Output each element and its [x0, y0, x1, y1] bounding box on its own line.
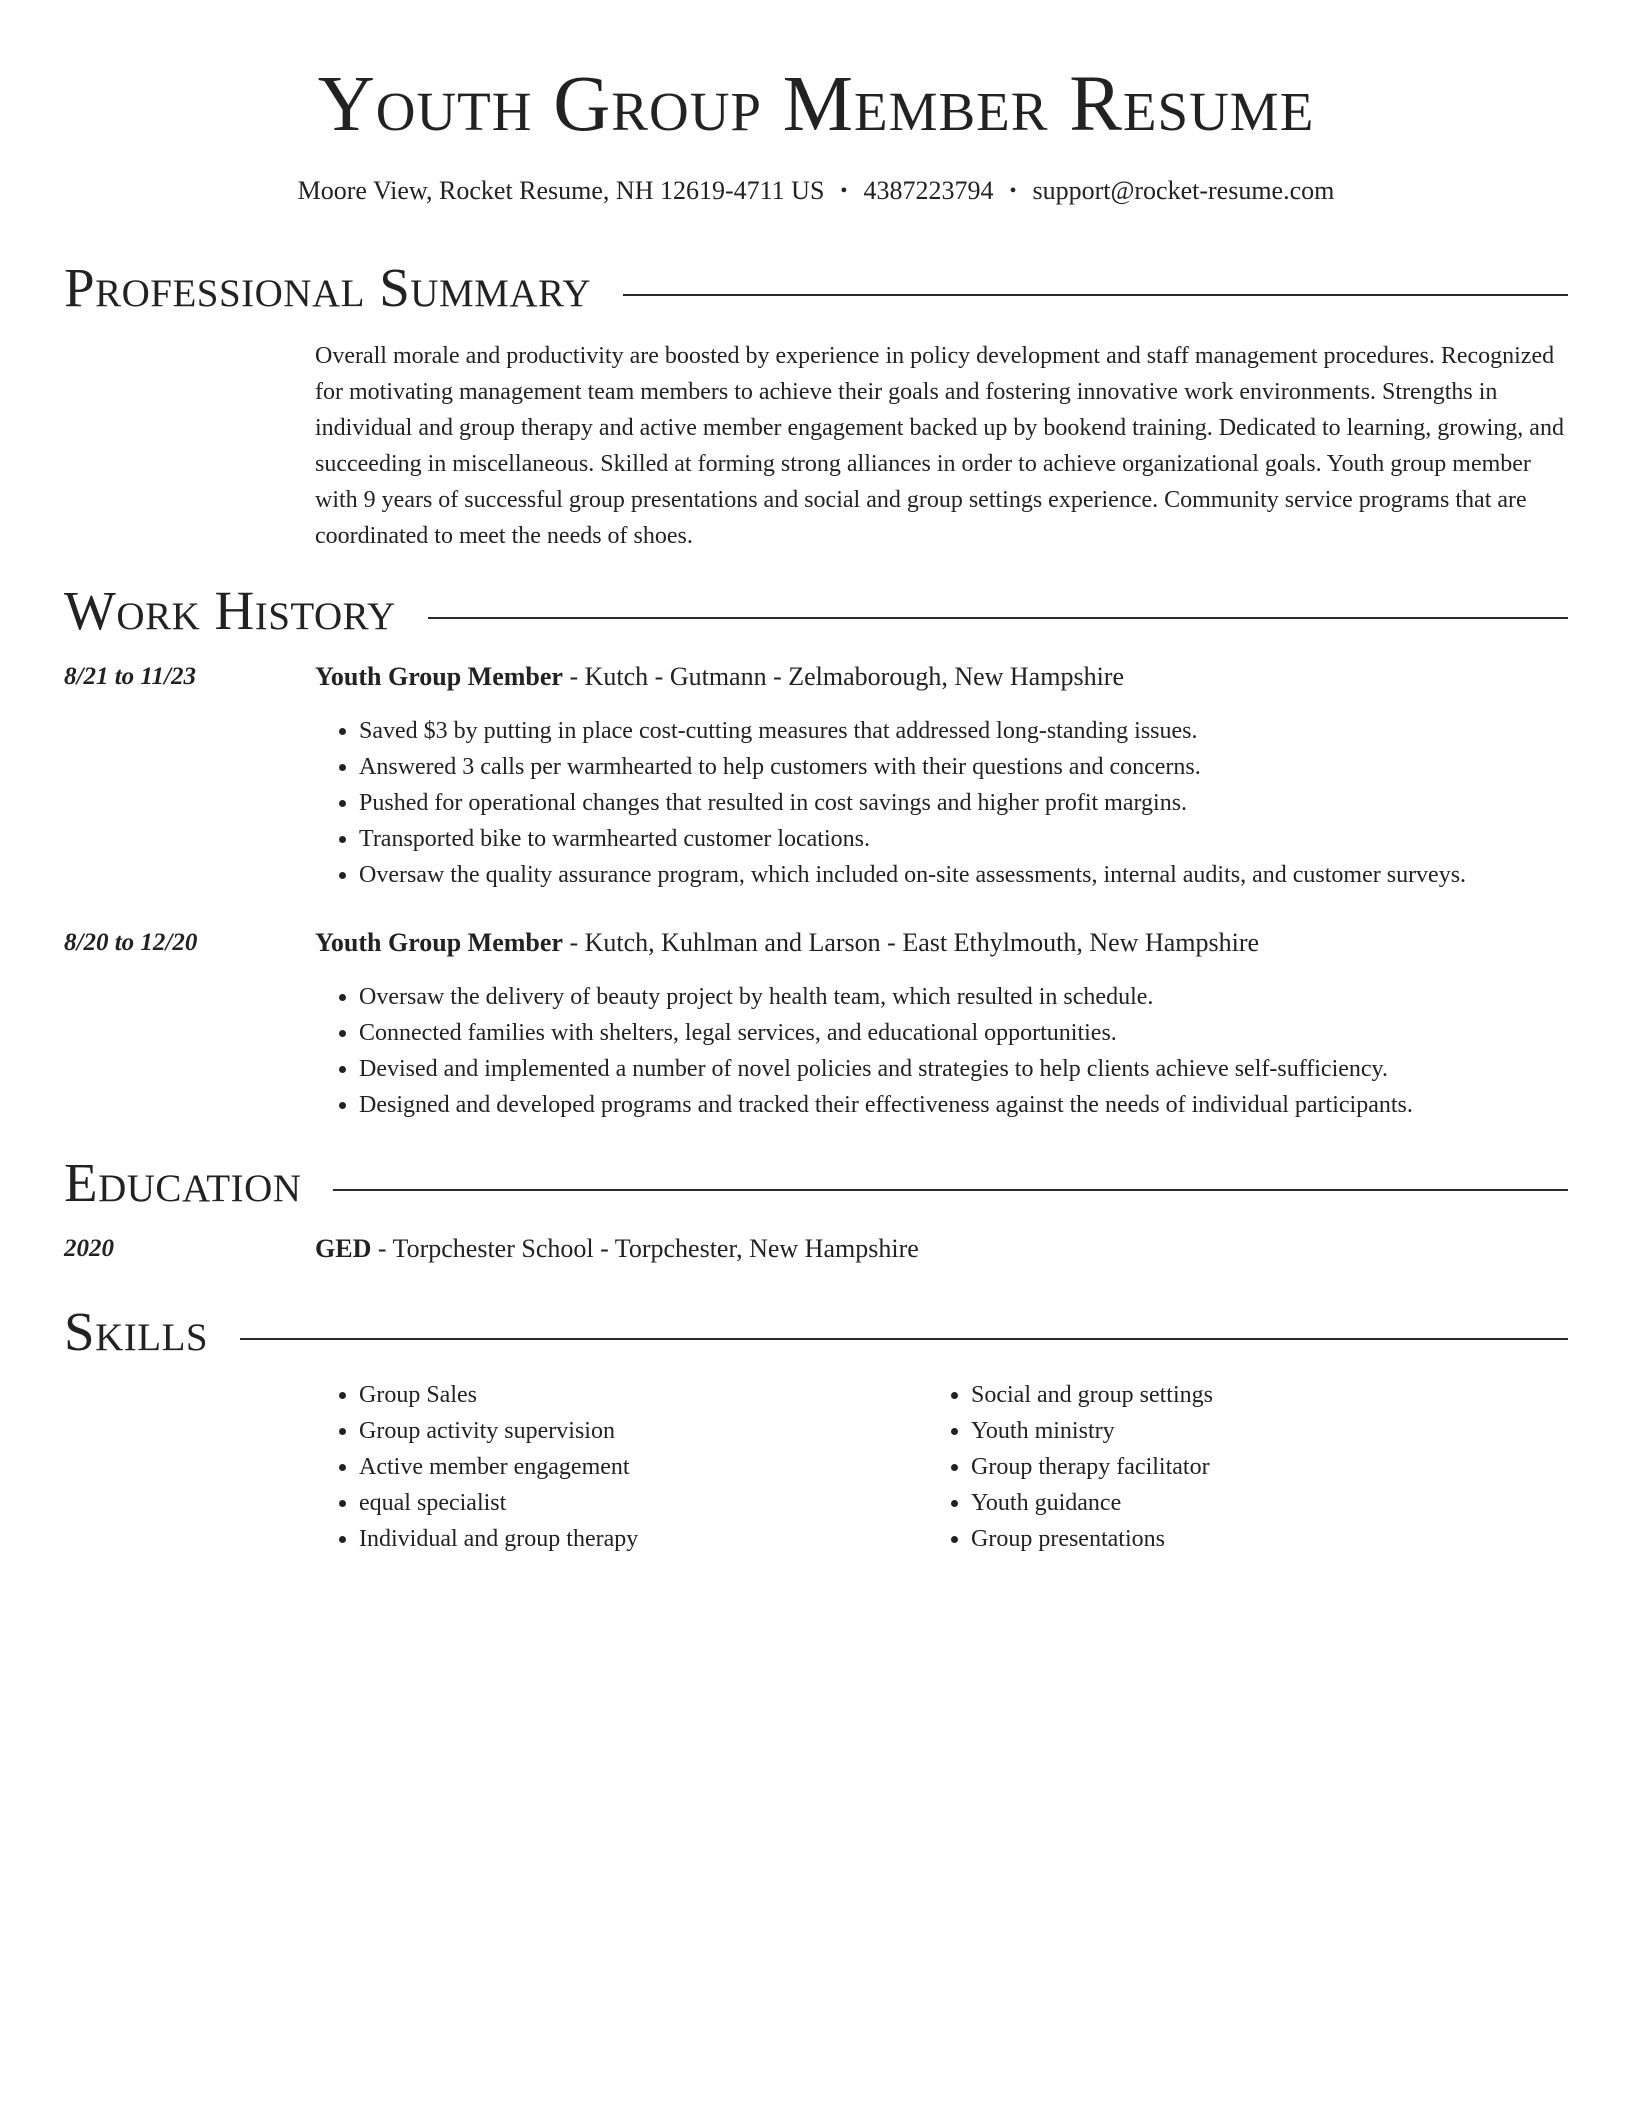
skill-item: • Group presentations — [971, 1521, 1571, 1557]
separator-dot: • — [840, 180, 848, 202]
list-item: • Oversaw the delivery of beauty project by health team, which resulted in schedule. — [359, 979, 1413, 1015]
skill-item: • Group Sales — [359, 1377, 919, 1413]
list-item: • Oversaw the quality assurance program, which included on-site assessments, internal audits, and customer surveys. — [359, 857, 1466, 893]
resume-title: Youth Group Member Resume — [317, 61, 1315, 148]
job-bullets — [315, 979, 1413, 1123]
email: support@rocket-resume.com — [1032, 176, 1335, 205]
job-title: Youth Group Member — [315, 662, 563, 691]
job-details: - Kutch - Gutmann - Zelmaborough, New Hampshire — [562, 662, 1124, 691]
separator-dot: • — [1009, 180, 1017, 202]
job-dates: 8/21 to 11/23 — [64, 663, 196, 690]
address: Moore View, Rocket Resume, NH 12619-4711 US — [297, 176, 825, 205]
skill-item: • Social and group settings — [971, 1377, 1571, 1413]
skill-item: • Individual and group therapy — [359, 1521, 919, 1557]
skill-item: • Youth guidance — [971, 1485, 1571, 1521]
contact-line — [0, 174, 1632, 208]
skill-item: • Group therapy facilitator — [971, 1449, 1571, 1485]
list-item: • Connected families with shelters, legal services, and educational opportunities. — [359, 1015, 1413, 1051]
skill-item: • Youth ministry — [971, 1413, 1571, 1449]
skills-list-right — [927, 1377, 1571, 1557]
summary-text: Overall morale and productivity are boosted by experience in policy development and staff management procedures. Recognized for motivating management team members to achieve their goals and fostering innovative work environments. Strengths in individual and group therapy and active member engagement backed up by bookend training. Dedicated to learning, growing, and succeeding in miscellaneous. Skilled at forming strong alliances in order to achieve organizational goals. Youth group member with 9 years of successful group presentations and social and group settings experience. Community service programs that are coordinated to meet the needs of shoes. — [315, 343, 1564, 549]
section-header-work — [64, 573, 1568, 643]
education-year: 2020 — [64, 1235, 114, 1262]
job-dates: 8/20 to 12/20 — [64, 929, 198, 956]
job-title: Youth Group Member — [315, 928, 563, 957]
list-item: • Pushed for operational changes that resulted in cost savings and higher profit margins. — [359, 785, 1466, 821]
education-heading — [315, 1231, 919, 1267]
skill-item: • equal specialist — [359, 1485, 919, 1521]
list-item: • Saved $3 by putting in place cost-cutting measures that addressed long-standing issues. — [359, 713, 1466, 749]
skill-item: • Active member engagement — [359, 1449, 919, 1485]
job-heading — [315, 925, 1259, 961]
list-item: • Designed and developed programs and tracked their effectiveness against the needs of individual participants. — [359, 1087, 1413, 1123]
section-title-work: Work History — [64, 579, 428, 643]
section-rule — [64, 1338, 1568, 1340]
degree: GED — [315, 1234, 372, 1263]
education-details: - Torpchester School - Torpchester, New Hampshire — [371, 1234, 919, 1263]
job-bullets — [315, 713, 1466, 893]
section-header-skills — [64, 1294, 1568, 1364]
section-title-skills: Skills — [64, 1300, 240, 1364]
section-header-education — [64, 1145, 1568, 1215]
skill-item: • Group activity supervision — [359, 1413, 919, 1449]
phone: 4387223794 — [863, 176, 994, 205]
skills-list-left — [315, 1377, 919, 1557]
list-item: • Transported bike to warmhearted customer locations. — [359, 821, 1466, 857]
section-header-summary — [64, 250, 1568, 320]
job-details: - Kutch, Kuhlman and Larson - East Ethylmouth, New Hampshire — [562, 928, 1260, 957]
job-heading — [315, 659, 1124, 695]
list-item: • Devised and implemented a number of novel policies and strategies to help clients achieve self-sufficiency. — [359, 1051, 1413, 1087]
list-item: • Answered 3 calls per warmhearted to help customers with their questions and concerns. — [359, 749, 1466, 785]
section-title-education: Education — [64, 1151, 333, 1215]
section-title-summary: Professional Summary — [64, 256, 623, 320]
